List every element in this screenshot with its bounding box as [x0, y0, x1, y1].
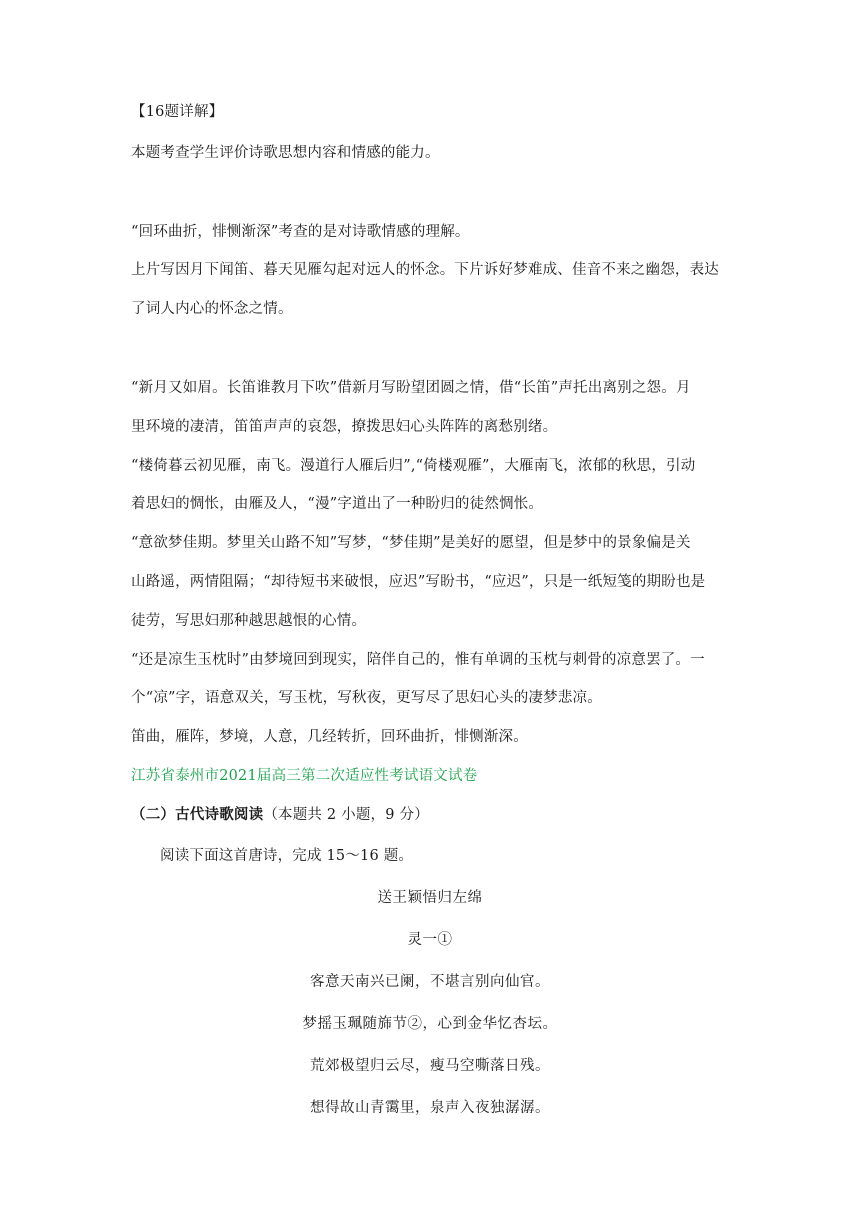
- answer-paragraph-line: 笛曲，雁阵，梦境，人意，几经转折，回环曲折，悱恻渐深。: [131, 729, 528, 745]
- poem-line: 客意天南兴已阑，不堪言别向仙官。: [310, 974, 550, 990]
- answer-paragraph-line: 个“凉”字，语意双关，写玉枕，写秋夜，更写尽了思妇心头的凄梦悲凉。: [131, 690, 602, 706]
- answer-heading: 【16题详解】: [131, 104, 224, 120]
- answer-paragraph-line: 了词人内心的怀念之情。: [131, 301, 293, 317]
- answer-paragraph-line: 山路遥，两情阻隔；“却待短书来破恨，应迟”写盼书，“应迟”，只是一纸短笺的期盼也是: [131, 574, 706, 590]
- section-instruction: 阅读下面这首唐诗，完成 15～16 题。: [160, 848, 414, 864]
- answer-paragraph-line: “意欲梦佳期。梦里关山路不知”写梦，“梦佳期”是美好的愿望，但是梦中的景象偏是关: [131, 535, 691, 551]
- poem-line: 荒郊极望归云尽，瘦马空嘶落日残。: [310, 1058, 550, 1074]
- poem-title: 送王颖悟归左绵: [377, 890, 483, 906]
- poem-author: 灵一①: [407, 932, 453, 948]
- answer-paragraph-line: “楼倚暮云初见雁，南飞。漫道行人雁后归”,“倚楼观雁”，大雁南飞，浓郁的秋思，引动: [131, 458, 696, 474]
- answer-paragraph-line: “新月又如眉。长笛谁教月下吹”借新月写盼望团圆之情，借“长笛”声托出离别之怨。月: [131, 380, 691, 396]
- answer-paragraph-line: “回环曲折，悱恻渐深”考查的是对诗歌情感的理解。: [131, 224, 470, 240]
- answer-intro: 本题考查学生评价诗歌思想内容和情感的能力。: [131, 145, 440, 161]
- answer-paragraph-line: “还是凉生玉枕时”由梦境回到现实，陪伴自己的，惟有单调的玉枕与刺骨的凉意罢了。一: [131, 652, 705, 668]
- answer-paragraph-line: 上片写因月下闻笛、暮天见雁勾起对远人的怀念。下片诉好梦难成、佳音不来之幽怨，表达: [131, 262, 719, 278]
- source-title: 江苏省泰州市2021届高三第二次适应性考试语文试卷: [131, 768, 478, 784]
- answer-paragraph-line: 里环境的凄清，笛笛声声的哀怨，撩拨思妇心头阵阵的离愁别绪。: [131, 419, 558, 435]
- section-title-bold: （二）古代诗歌阅读: [131, 806, 264, 823]
- answer-paragraph-line: 着思妇的惆怅，由雁及人，“漫”字道出了一种盼归的徒然惆怅。: [131, 496, 544, 512]
- section-title-rest: （本题共 2 小题，9 分）: [263, 807, 429, 823]
- answer-paragraph-line: 徒劳，写思妇那种越思越恨的心情。: [131, 613, 367, 629]
- poem-line: 想得故山青霭里，泉声入夜独潺潺。: [310, 1100, 550, 1116]
- section-title: [131, 805, 741, 825]
- poem-line: 梦摇玉珮随旆节②，心到金华忆杏坛。: [302, 1016, 558, 1032]
